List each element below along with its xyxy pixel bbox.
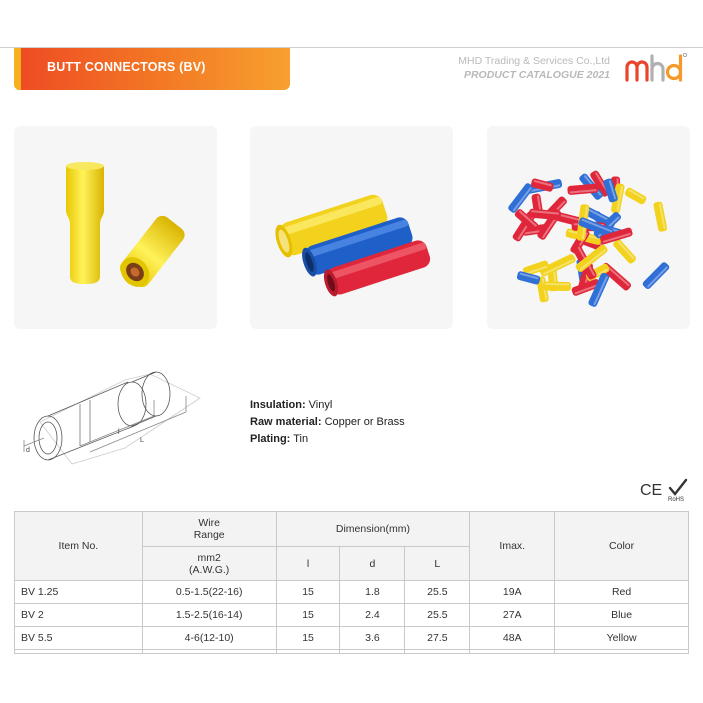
header-item-no: Item No.	[15, 512, 143, 581]
cell-item: BV 2	[15, 604, 143, 627]
drawing-label-L: L	[140, 437, 144, 444]
cell-d: 1.8	[340, 581, 405, 604]
table-row	[15, 604, 689, 627]
cell-range: 0.5-1.5(22-16)	[142, 581, 276, 604]
header-imax: Imax.	[470, 512, 555, 581]
cell-range: 1.5-2.5(16-14)	[142, 604, 276, 627]
cell-L: 25.5	[405, 604, 470, 627]
spec-raw-material: Raw material: Copper or Brass	[250, 416, 405, 428]
cell-item: BV 1.25	[15, 581, 143, 604]
header-dim-d: d	[340, 547, 405, 581]
ce-rohs-certification-icon	[640, 478, 692, 502]
header-dimension: Dimension(mm)	[276, 512, 470, 547]
material-specs	[250, 397, 405, 448]
cell-imax: 19A	[470, 581, 555, 604]
cell-item: BV 5.5	[15, 627, 143, 650]
cell-color: Red	[555, 581, 689, 604]
header-mm2-awg: mm2 (A.W.G.)	[142, 547, 276, 581]
catalogue-label: PRODUCT CATALOGUE 2021	[463, 69, 610, 81]
cell-L: 27.5	[405, 627, 470, 650]
connector-dimension-drawing	[10, 360, 210, 478]
ce-mark: CE	[640, 482, 663, 499]
cell-color: Blue	[555, 604, 689, 627]
cell-range: 4-6(12-10)	[142, 627, 276, 650]
header-wire-range: Wire Range	[142, 512, 276, 547]
mhd-logo-icon	[624, 50, 688, 86]
company-info	[458, 54, 610, 82]
table-row	[15, 627, 689, 650]
title-bar-accent	[14, 48, 21, 90]
connector-spec-table	[14, 511, 689, 654]
cell-imax: 48A	[470, 627, 555, 650]
spec-insulation: Insulation: Vinyl	[250, 399, 333, 411]
header-color: Color	[555, 512, 689, 581]
mixed-butt-connectors-pile-photo	[487, 126, 690, 329]
cell-L: 25.5	[405, 581, 470, 604]
spec-plating: Plating: Tin	[250, 433, 309, 445]
company-name: MHD Trading & Services Co.,Ltd	[458, 55, 610, 67]
cell-d: 2.4	[340, 604, 405, 627]
header-dim-l: l	[276, 547, 340, 581]
drawing-label-l: l	[118, 429, 120, 436]
logo-text: mhd	[624, 50, 626, 51]
yellow-butt-connectors-photo	[14, 126, 217, 329]
color-butt-connectors-photo	[250, 126, 453, 329]
drawing-label-d: d	[26, 447, 30, 454]
cell-l: 15	[276, 604, 340, 627]
cell-d: 3.6	[340, 627, 405, 650]
cell-imax: 27A	[470, 604, 555, 627]
rohs-mark: RoHS	[668, 497, 685, 502]
cell-color: Yellow	[555, 627, 689, 650]
cell-l: 15	[276, 581, 340, 604]
header-dim-L: L	[405, 547, 470, 581]
section-title-bar	[14, 48, 290, 90]
table-row	[15, 581, 689, 604]
table-row-cutoff	[15, 650, 689, 654]
cell-l: 15	[276, 627, 340, 650]
section-title: BUTT CONNECTORS (BV)	[47, 60, 206, 74]
